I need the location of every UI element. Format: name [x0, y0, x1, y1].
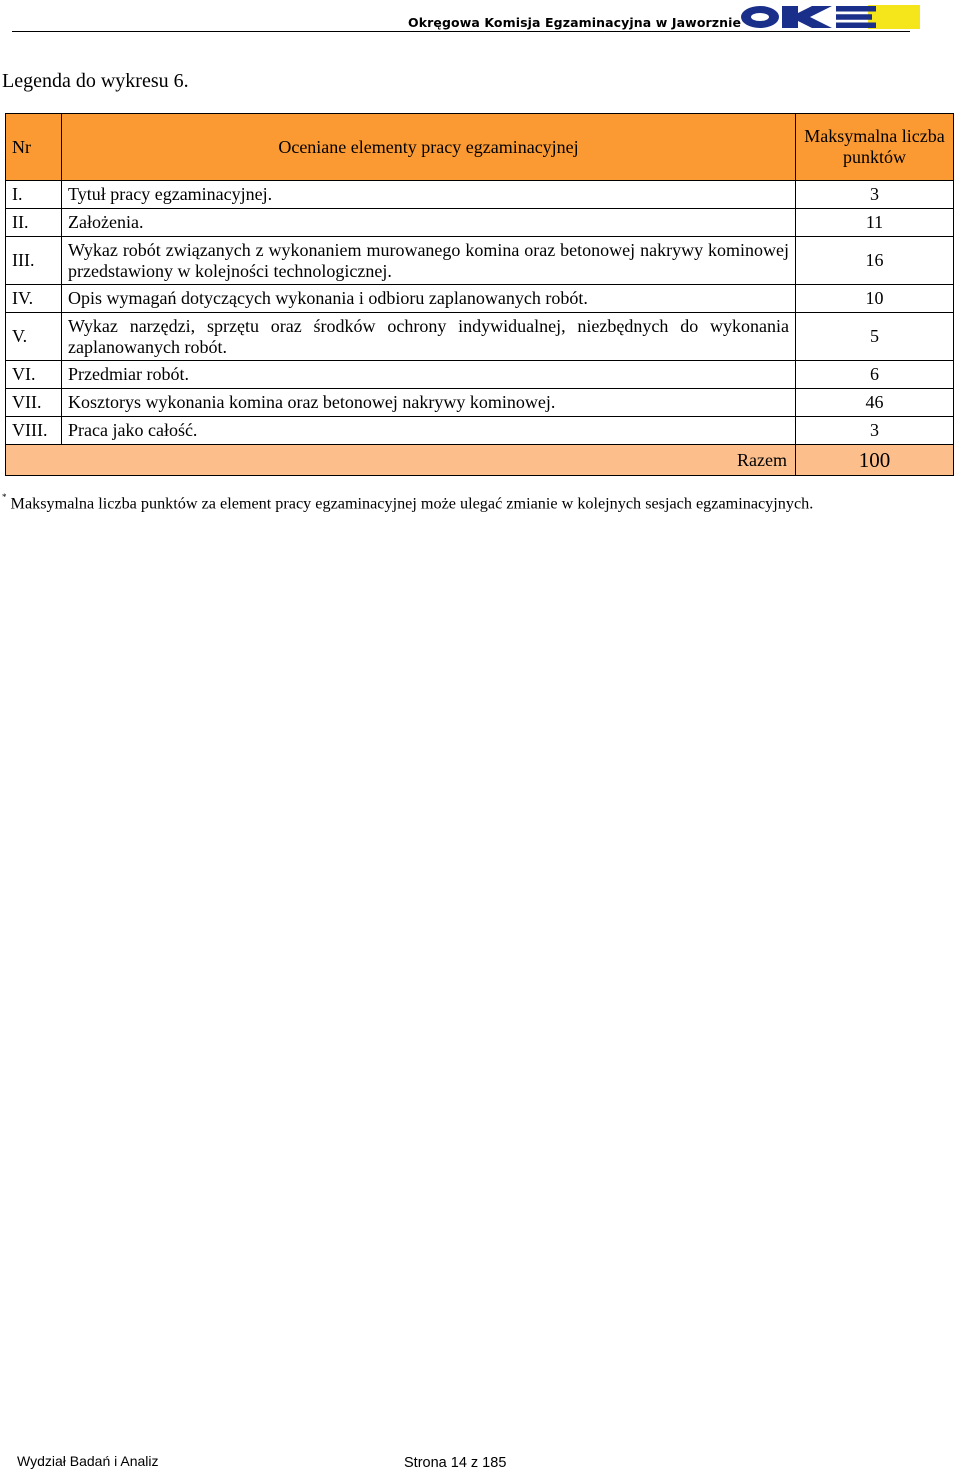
- oke-logo: [740, 4, 922, 35]
- total-label: Razem: [6, 445, 796, 476]
- row-points: 46: [796, 389, 954, 417]
- table-row: [6, 389, 954, 417]
- footnote-text: Maksymalna liczba punktów za element pracy egzaminacyjnej może ulegać zmianie w kolejnych sesjach egzaminacyjnych.: [10, 494, 814, 513]
- row-nr: VI.: [6, 361, 62, 389]
- footnote: [2, 494, 813, 513]
- row-nr: IV.: [6, 285, 62, 313]
- row-points: 3: [796, 181, 954, 209]
- row-text: Założenia.: [62, 209, 796, 237]
- header-points: Maksymalna liczba punktów: [796, 114, 954, 181]
- row-text: Przedmiar robót.: [62, 361, 796, 389]
- row-nr: V.: [6, 313, 62, 361]
- table-row: [6, 417, 954, 445]
- row-points: 3: [796, 417, 954, 445]
- table-row: [6, 285, 954, 313]
- row-nr: I.: [6, 181, 62, 209]
- row-text: Tytuł pracy egzaminacyjnej.: [62, 181, 796, 209]
- row-text: Wykaz narzędzi, sprzętu oraz środków ochrony indywidualnej, niezbędnych do wykonania zaplanowanych robót.: [62, 313, 796, 361]
- header-title: Okręgowa Komisja Egzaminacyjna w Jaworznie: [408, 15, 742, 30]
- row-points: 11: [796, 209, 954, 237]
- table-row: [6, 209, 954, 237]
- table-header-row: [6, 114, 954, 181]
- legend-title: Legenda do wykresu 6.: [2, 70, 189, 92]
- scoring-table: [5, 113, 954, 476]
- row-points: 6: [796, 361, 954, 389]
- row-text: Wykaz robót związanych z wykonaniem murowanego komina oraz betonowej nakrywy kominowej przedstawiony w kolejności technologicznej.: [62, 237, 796, 285]
- header-element: Oceniane elementy pracy egzaminacyjnej: [62, 114, 796, 181]
- row-nr: VII.: [6, 389, 62, 417]
- row-text: Kosztorys wykonania komina oraz betonowej nakrywy kominowej.: [62, 389, 796, 417]
- row-text: Praca jako całość.: [62, 417, 796, 445]
- oke-logo-mark: [740, 4, 922, 30]
- row-points: 10: [796, 285, 954, 313]
- footnote-marker: *: [2, 492, 7, 502]
- row-nr: VIII.: [6, 417, 62, 445]
- row-text: Opis wymagań dotyczących wykonania i odbioru zaplanowanych robót.: [62, 285, 796, 313]
- row-nr: III.: [6, 237, 62, 285]
- row-nr: II.: [6, 209, 62, 237]
- table-row: [6, 313, 954, 361]
- row-points: 16: [796, 237, 954, 285]
- total-value: 100: [796, 445, 954, 476]
- table-row: [6, 181, 954, 209]
- header-nr: Nr: [6, 114, 62, 181]
- footer-page-number: Strona 14 z 185: [404, 1455, 507, 1471]
- row-points: 5: [796, 313, 954, 361]
- total-row: [6, 445, 954, 476]
- table-row: [6, 237, 954, 285]
- footer-department: Wydział Badań i Analiz: [17, 1453, 159, 1469]
- table-row: [6, 361, 954, 389]
